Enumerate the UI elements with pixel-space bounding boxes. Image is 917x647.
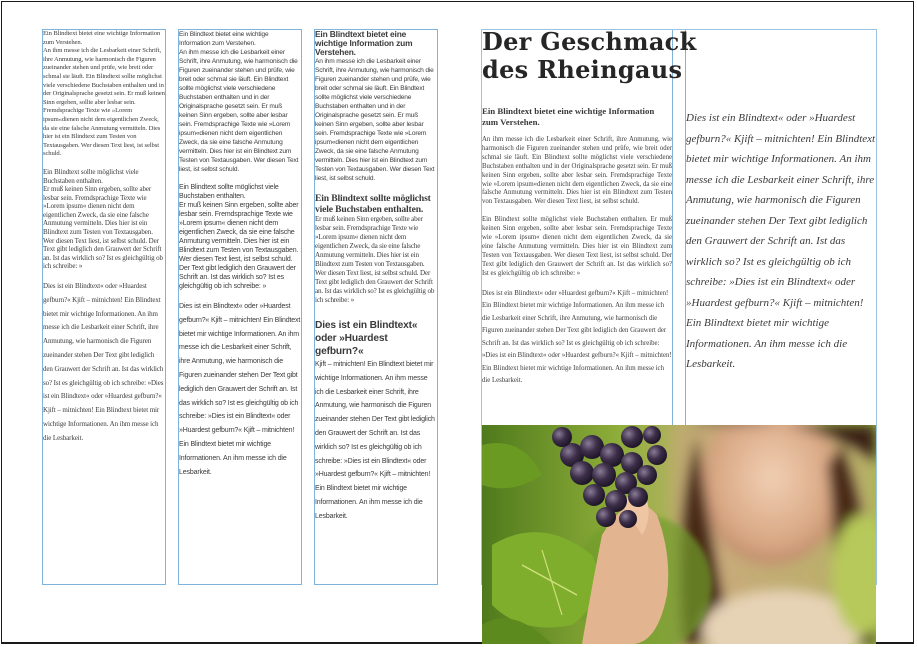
col3-heading-3: Dies ist ein Blindtext« oder »Huardest gefburn?«: [315, 320, 418, 357]
right-paragraph-3: Dies ist ein Blindtext« oder »Huardest gefburn?« Kjift – mitnichten! Ein Blindtext bietet mir wichtige Informationen. An ihm messe ich die Lesbarkeit einer Schrift, ihre Anmutung, wie harmonisch die Figuren zueinander stehen Der Text gibt lediglich den Grauwert der Schrift an. Ist das wirklich so? Ist es gleichgültig ob ich schreibe: »Dies ist ein Blindtext« oder »Huardest gefburn?« Kjift – mitnichten! Ein Blindtext bietet mir wichtige Informationen. An ihm messe ich die Lesbarkeit.: [482, 289, 672, 385]
col1-paragraph-5: Dies ist ein Blindtext« oder »Huardest gefburn?« Kjift – mitnichten! Ein Blindtext bietet mir wichtige Informationen. An ihm messe ich die Lesbarkeit einer Schrift, ihre Anmutung, wie harmonisch die Figuren zueinander stehen Der Text gibt lediglich den Grauwert der Schrift an. Ist das wirklich so? Ist es gleichgültig ob ich schreibe: »Dies ist ein Blindtext« oder »Huardest gefburn?« Kjift – mitnichten! Ein Blindtext bietet mir wichtige Informationen. An ihm messe ich die Lesbarkeit.: [43, 282, 164, 442]
col3-paragraph-1: An ihm messe ich die Lesbarkeit einer Schrift, ihre Anmutung, wie harmonisch die Figuren zueinander stehen und prüfe, wie breit oder schmal sie läuft. Ein Blindtext sollte möglichst viele verschiedene Buchstaben enthalten und in der Originalsprache gesetzt sein. Er muß keinen Sinn ergeben, sollte aber lesbar sein. Fremdsprachige Texte wie »Lorem ipsum«dienen nicht dem eigentlichen Zweck, da sie eine falsche Anmutung vermitteln. Dies hier ist ein Blindtext zum Testen von Textausgaben. Wer diesen Text liest, ist selbst schuld.: [315, 58, 435, 182]
right-paragraph-1: An ihm messe ich die Lesbarkeit einer Schrift, ihre Anmutung, wie harmonisch die Figuren zueinander stehen und prüfe, wie breit oder schmal sie läuft. Ein Blindtext sollte möglichst viele verschiedene Buchstaben enthalten und in der Originalsprache gesetzt sein. Er muß keinen Sinn ergeben, sollte aber lesbar sein. Fremdsprachige Texte wie »Lorem ipsum«dienen nicht dem eigentlichen Zweck, da sie eine falsche Anmutung vermitteln. Dies hier ist ein Blindtext zum Testen von Textausgaben. Wer diesen Text liest, ist selbst schuld.: [482, 136, 672, 206]
col3-paragraph-3: Kjift – mitnichten! Ein Blindtext bietet mir wichtige Informationen. An ihm messe ich die Lesbarkeit einer Schrift, ihre Anmutung, wie harmonisch die Figuren zueinander stehen Der Text gibt lediglich den Grauwert der Schrift an. Ist das wirklich so? Ist es gleichgültig ob ich schreibe: »Dies ist ein Blindtext« oder »Huardest gefburn?« Kjift – mitnichten! Ein Blindtext bietet mir wichtige Informationen. An ihm messe ich die Lesbarkeit.: [315, 361, 435, 520]
col2-paragraph-1: Ein Blindtext bietet eine wichtige Information zum Verstehen.: [179, 31, 269, 47]
col1-paragraph-3: Ein Blindtext sollte möglichst viele Buchstaben enthalten.: [43, 167, 139, 185]
text-column-1: [43, 30, 165, 446]
col2-paragraph-2: An ihm messe ich die Lesbarkeit einer Schrift, ihre Anmutung, wie harmonisch die Figuren zueinander stehen und prüfe, wie breit oder schmal sie läuft. Ein Blindtext sollte möglichst viele verschiedene Buchstaben enthalten und in der Originalsprache gesetzt sein. Er muß keinen Sinn ergeben, sollte aber lesbar sein. Fremdsprachige Texte wie »Lorem ipsum«dienen nicht dem eigentlichen Zweck, da sie eine falsche Anmutung vermitteln. Dies hier ist ein Blindtext zum Testen von Textausgaben. Wer diesen Text liest, ist selbst schuld.: [179, 49, 299, 173]
col1-paragraph-4: Er muß keinen Sinn ergeben, sollte aber lesbar sein. Fremdsprachige Texte wie »Lorem ipsum« dienen nicht dem eigentlichen Zweck, da sie eine falsche Anmutung vermitteln. Dies hier ist ein Blindtext zum Testen von Textausgaben. Wer diesen Text liest, ist selbst schuld. Der Text gibt lediglich den Grauwert der Schrift an. Ist das wirklich so? Ist es gleichgültig ob ich schreibe: »: [43, 185, 163, 271]
col3-heading-1: Ein Blindtext bietet eine wichtige Information zum Verstehen.: [315, 30, 413, 57]
col2-paragraph-5: Dies ist ein Blindtext« oder »Huardest gefburn?« Kjift – mitnichten! Ein Blindtext bietet mir wichtige Informationen. An ihm messe ich die Lesbarkeit einer Schrift, ihre Anmutung, wie harmonisch die Figuren zueinander stehen Der Text gibt lediglich den Grauwert der Schrift an. Ist das wirklich so? Ist es gleichgültig ob ich schreibe: »Dies ist ein Blindtext« oder »Huardest gefburn?« Kjift – mitnichten! Ein Blindtext bietet mir wichtige Informationen. An ihm messe ich die Lesbarkeit.: [179, 303, 301, 476]
page-title: Der Geschmack des Rheingaus: [482, 27, 697, 84]
col2-paragraph-4: Er muß keinen Sinn ergeben, sollte aber lesbar sein. Fremdsprachige Texte wie »Lorem ipsum« dienen nicht dem eigentlichen Zweck, da sie eine falsche Anmutung vermitteln. Dies hier ist ein Blindtext zum Testen von Textausgaben. Wer diesen Text liest, ist selbst schuld. Der Text gibt lediglich den Grauwert der Schrift an. Ist das wirklich so? Ist es gleichgültig ob ich schreibe: »: [179, 202, 299, 290]
col3-heading-2: Ein Blindtext sollte möglichst viele Buchstaben enthalten.: [315, 193, 431, 215]
text-column-2: [179, 30, 301, 479]
col1-paragraph-2: An ihm messe ich die Lesbarkeit einer Schrift, ihre Anmutung, wie harmonisch die Figuren zueinander stehen und prüfe, wie breit oder schmal sie läuft. Ein Blindtext sollte möglichst viele verschiedene Buchstaben enthalten und in der Originalsprache gesetzt sein. Er muß keinen Sinn ergeben, sollte aber lesbar sein. Fremdsprachige Texte wie »Lorem ipsum«dienen nicht dem eigentlichen Zweck, da sie eine falsche Anmutung vermitteln. Dies hier ist ein Blindtext zum Testen von Textausgaben. Wer diesen Text liest, ist selbst schuld.: [43, 47, 165, 158]
right-paragraph-2: Ein Blindtext sollte möglichst viele Buchstaben enthalten. Er muß keinen Sinn ergeben, sollte aber lesbar sein. Fremdsprachige Texte wie »Lorem ipsum« dienen nicht dem eigentlichen Zweck, da sie eine falsche Anmutung vermitteln. Dies hier ist ein Blindtext zum Testen von Textausgaben. Wer diesen Text liest, ist selbst schuld. Der Text gibt lediglich den Grauwert der Schrift an. Ist das wirklich so? Ist es gleichgültig ob ich schreibe: »: [482, 216, 672, 277]
col1-paragraph-1: Ein Blindtext bietet eine wichtige Information zum Verstehen.: [43, 30, 161, 46]
col2-paragraph-3: Ein Blindtext sollte möglichst viele Buchstaben enthalten.: [179, 184, 279, 200]
text-column-4: [482, 106, 672, 388]
col3-paragraph-2: Er muß keinen Sinn ergeben, sollte aber lesbar sein. Fremdsprachige Texte wie »Lorem ipsum« dienen nicht dem eigentlichen Zweck, da sie eine falsche Anmutung vermitteln. Dies hier ist ein Blindtext zum Testen von Textausgaben. Wer diesen Text liest, ist selbst schuld. Der Text gibt lediglich den Grauwert der Schrift an. Ist das wirklich so? Ist es gleichgültig ob ich schreibe: »: [315, 215, 435, 304]
pull-quote: Dies ist ein Blindtext« oder »Huardest gefburn?« Kjift – mitnichten! Ein Blindtext bietet mir wichtige Informationen. An ihm messe ich die Lesbarkeit einer Schrift, ihre Anmutung, wie harmonisch die Figuren zueinander stehen Der Text gibt lediglich den Grauwert der Schrift an. Ist das wirklich so? Ist es gleichgültig ob ich schreibe: »Dies ist ein Blindtext« oder »Huardest gefburn?« Kjift – mitnichten! Ein Blindtext bietet mir wichtige Informationen. An ihm messe ich die Lesbarkeit.: [686, 112, 876, 370]
vineyard-photo: [482, 425, 876, 644]
text-column-3: [315, 30, 437, 524]
right-subtitle: Ein Blindtext bietet eine wichtige Information zum Verstehen.: [482, 106, 655, 127]
